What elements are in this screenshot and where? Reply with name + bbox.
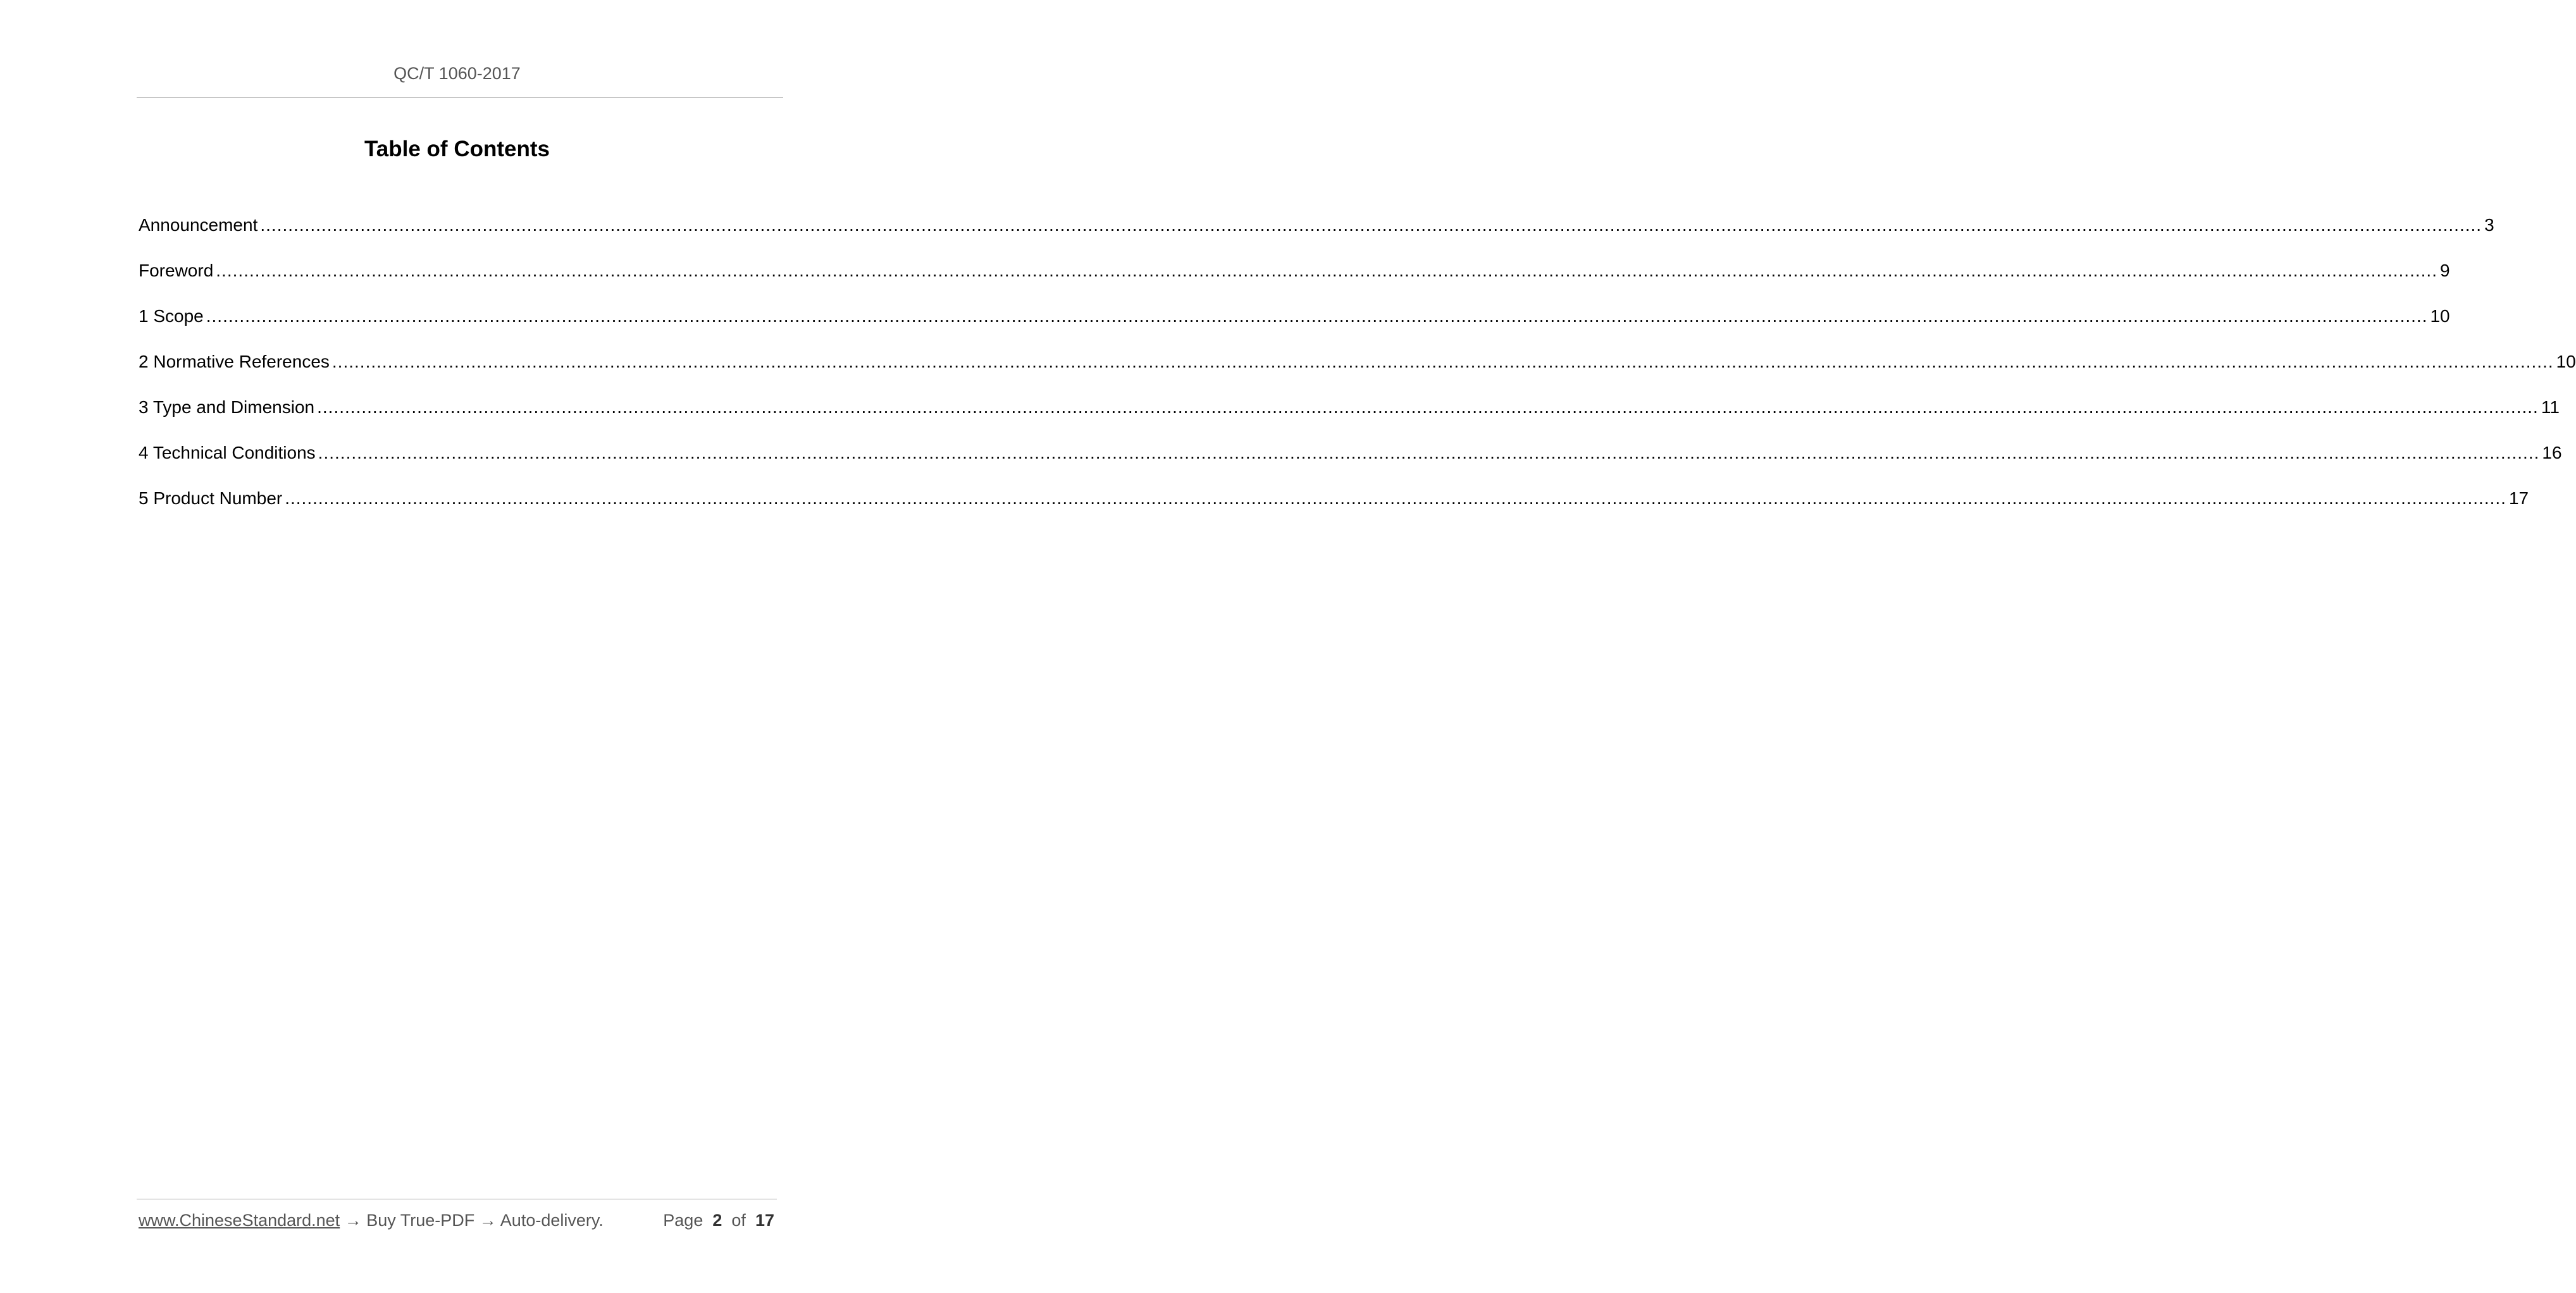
toc-entry-label: Foreword [139, 261, 214, 280]
toc-entry-label: Announcement [139, 215, 258, 235]
toc-entry-label: 1 Scope [139, 306, 204, 326]
arrow-right-icon: → [479, 1211, 497, 1230]
toc-entry-normative-references[interactable] [139, 349, 2576, 395]
toc-dot-leader: ................................................................................................................................................................................................................................................................................................................................................................................................................ [260, 215, 2482, 235]
toc-dot-leader: ................................................................................................................................................................................................................................................................................................................................................................................................................ [318, 443, 2540, 462]
toc-entry-page: 16 [2542, 443, 2562, 462]
toc-entry-page: 11 [2541, 397, 2560, 417]
footer-promo [139, 1211, 604, 1230]
total-pages: 17 [755, 1211, 774, 1230]
toc-dot-leader: ................................................................................................................................................................................................................................................................................................................................................................................................................ [216, 261, 2437, 280]
toc-dot-leader: ................................................................................................................................................................................................................................................................................................................................................................................................................ [285, 488, 2506, 508]
toc-entry-technical-conditions[interactable] [139, 440, 2562, 486]
toc-entry-page: 10 [2430, 306, 2450, 326]
toc-dot-leader: ................................................................................................................................................................................................................................................................................................................................................................................................................ [206, 306, 2428, 326]
toc-entry-scope[interactable] [139, 304, 2450, 349]
toc-entry-label: 5 Product Number [139, 488, 283, 508]
header-divider [137, 97, 783, 98]
current-page: 2 [712, 1211, 722, 1230]
of-word: of [731, 1211, 746, 1230]
toc-entry-page: 3 [2484, 215, 2494, 235]
toc-list [139, 213, 2576, 531]
toc-entry-page: 9 [2439, 261, 2450, 280]
arrow-right-icon: → [344, 1211, 362, 1230]
toc-entry-label: 4 Technical Conditions [139, 443, 316, 462]
page-word: Page [663, 1211, 703, 1230]
toc-entry-product-number[interactable] [139, 486, 2529, 531]
document-code: QC/T 1060-2017 [393, 64, 521, 83]
toc-entry-type-and-dimension[interactable] [139, 395, 2560, 440]
toc-entry-foreword[interactable] [139, 258, 2450, 304]
toc-entry-page: 17 [2508, 488, 2529, 508]
toc-dot-leader: ................................................................................................................................................................................................................................................................................................................................................................................................................ [317, 397, 2539, 417]
toc-entry-page: 10 [2556, 352, 2576, 371]
website-link[interactable]: www.ChineseStandard.net [139, 1211, 340, 1230]
buy-true-pdf-text: Buy True-PDF [366, 1211, 475, 1230]
page-number [663, 1211, 774, 1230]
toc-entry-announcement[interactable] [139, 213, 2494, 258]
page-footer [139, 1211, 774, 1230]
toc-title: Table of Contents [364, 137, 550, 161]
toc-entry-label: 2 Normative References [139, 352, 330, 371]
toc-dot-leader: ................................................................................................................................................................................................................................................................................................................................................................................................................ [331, 352, 2554, 371]
auto-delivery-text: Auto-delivery. [500, 1211, 604, 1230]
toc-entry-label: 3 Type and Dimension [139, 397, 315, 417]
